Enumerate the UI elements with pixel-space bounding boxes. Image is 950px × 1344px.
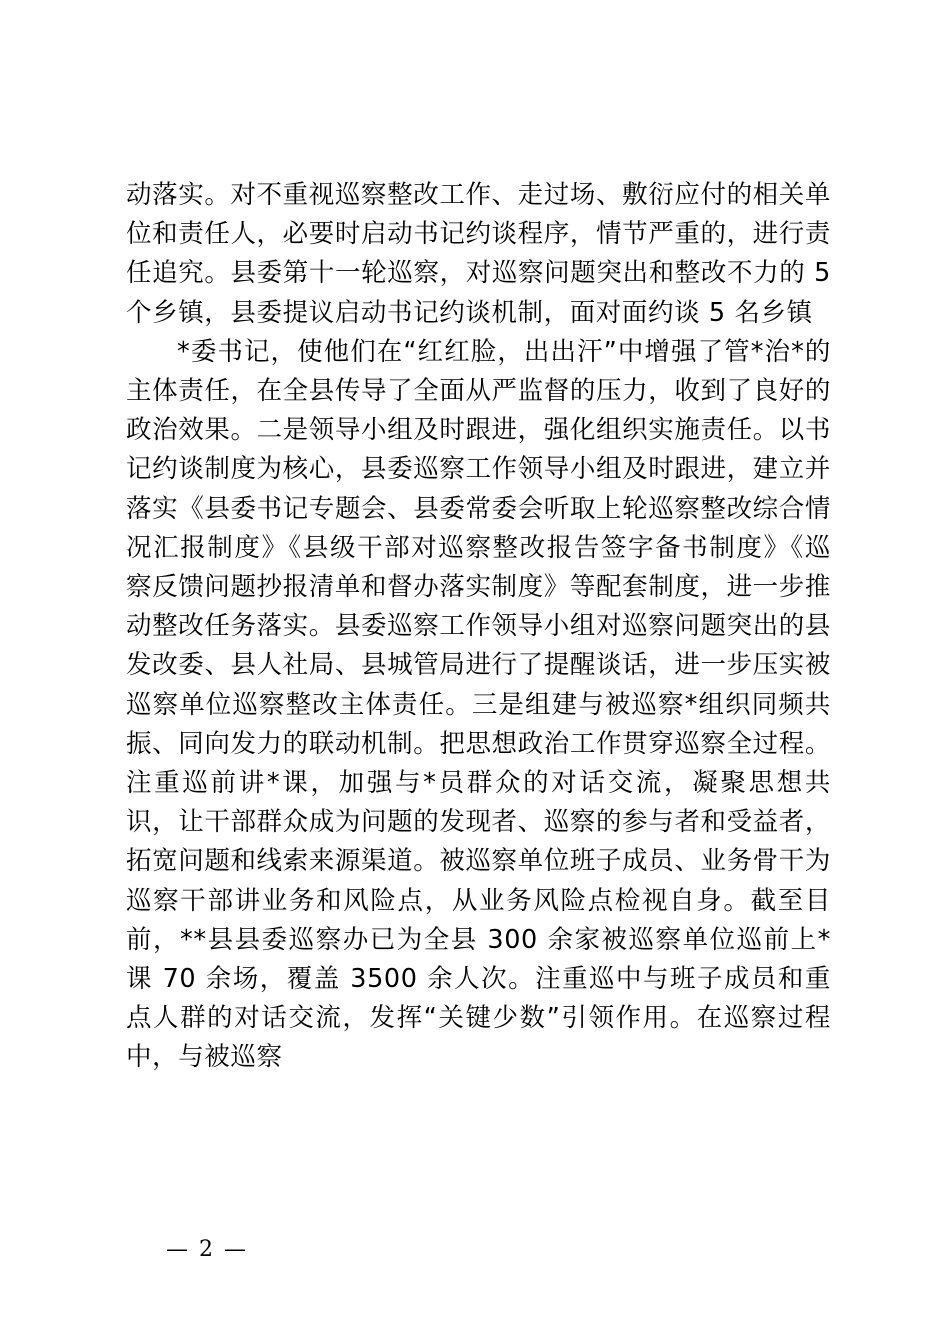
body-text: [126, 176, 831, 1078]
page-number: — 2 —: [166, 1237, 248, 1262]
paragraph-main: *委书记，使他们在“红红脸，出出汗”中增强了管*治*的主体责任，在全县传导了全面从严监督的压力，收到了良好的政治效果。二是领导小组及时跟进，强化组织实施责任。以书记约谈制度为核心，县委巡察工作领导小组及时跟进，建立并落实《县委书记专题会、县委常委会听取上轮巡察整改综合情况汇报制度》《县级干部对巡察整改报告签字备书制度》《巡察反馈问题抄报清单和督办落实制度》等配套制度，进一步推动整改任务落实。县委巡察工作领导小组对巡察问题突出的县发改委、县人社局、县城管局进行了提醒谈话，进一步压实被巡察单位巡察整改主体责任。三是组建与被巡察*组织同频共振、同向发力的联动机制。把思想政治工作贯穿巡察全过程。注重巡前讲*课，加强与*员群众的对话交流，凝聚思想共识，让干部群众成为问题的发现者、巡察的参与者和受益者，拓宽问题和线索来源渠道。被巡察单位班子成员、业务骨干为巡察干部讲业务和风险点，从业务风险点检视自身。截至目前，**县县委巡察办已为全县 300 余家被巡察单位巡前上*课 70 余场，覆盖 3500 余人次。注重巡中与班子成员和重点人群的对话交流，发挥“关键少数”引领作用。在巡察过程中，与被巡察: [126, 336, 831, 1073]
paragraph-continued: 动落实。对不重视巡察整改工作、走过场、敷衍应付的相关单位和责任人，必要时启动书记约谈程序，情节严重的，进行责任追究。县委第十一轮巡察，对巡察问题突出和整改不力的 5 个乡镇，县委提议启动书记约谈机制，面对面约谈 5 名乡镇: [126, 180, 831, 328]
